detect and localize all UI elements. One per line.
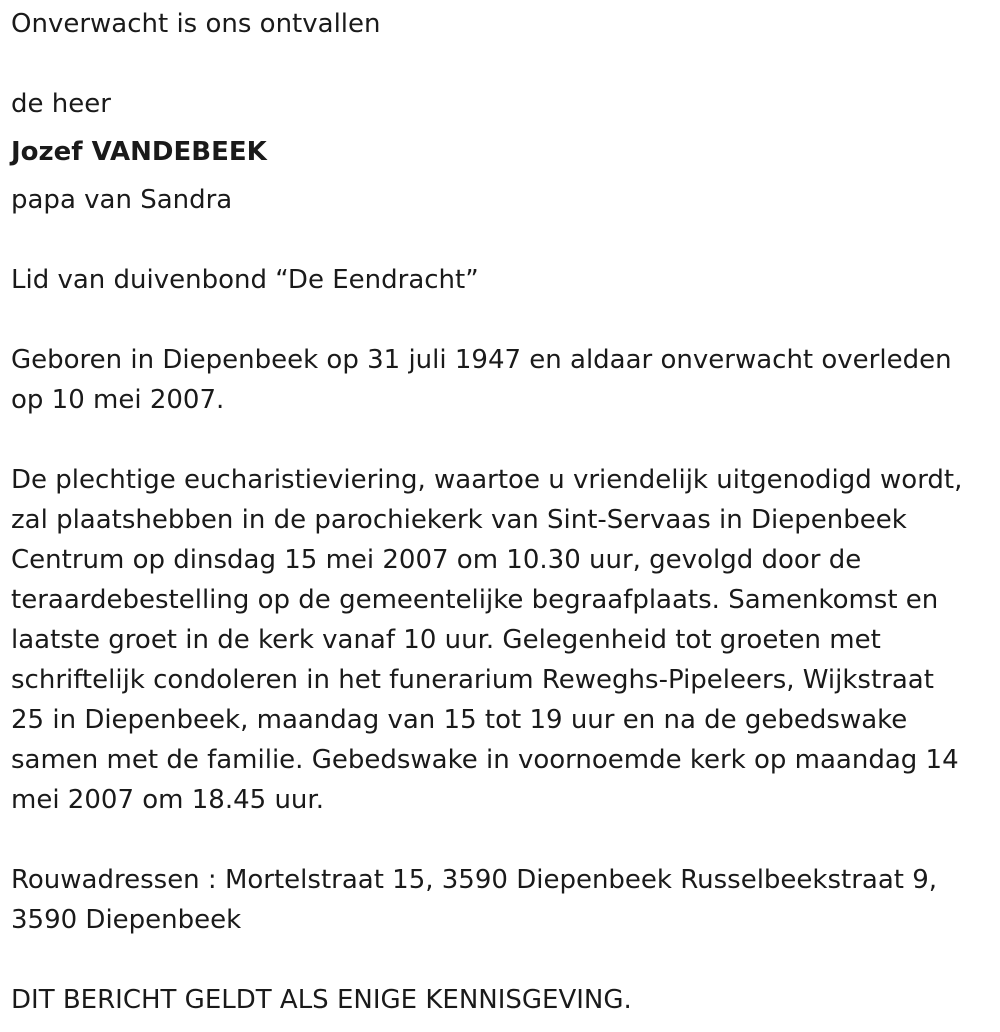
ceremony-line: schriftelijk condoleren in het funerarium Reweghs-Pipeleers, Wijkstraat: [11, 665, 934, 695]
ceremony-line: Centrum op dinsdag 15 mei 2007 om 10.30 uur, gevolgd door de: [11, 545, 862, 575]
birth-line: Geboren in Diepenbeek op 31 juli 1947 en aldaar onverwacht overleden: [11, 345, 952, 375]
ceremony-line: teraardebestelling op de gemeentelijke begraafplaats. Samenkomst en: [11, 585, 939, 615]
relation-text: papa van Sandra: [11, 185, 233, 215]
birth-paragraph: [11, 340, 991, 420]
ceremony-line: samen met de familie. Gebedswake in voornoemde kerk op maandag 14: [11, 745, 959, 775]
ceremony-line: zal plaatshebben in de parochiekerk van Sint-Servaas in Diepenbeek: [11, 505, 907, 535]
ceremony-line: mei 2007 om 18.45 uur.: [11, 785, 324, 815]
address-line: 3590 Diepenbeek: [11, 905, 242, 935]
membership-text: Lid van duivenbond “De Eendracht”: [11, 265, 479, 295]
ceremony-line: De plechtige eucharistieviering, waartoe u vriendelijk uitgenodigd wordt,: [11, 465, 963, 495]
intro-text: Onverwacht is ons ontvallen: [11, 9, 381, 39]
title-prefix: de heer: [11, 89, 111, 119]
birth-line: op 10 mei 2007.: [11, 385, 225, 415]
closing-text: DIT BERICHT GELDT ALS ENIGE KENNISGEVING.: [11, 985, 632, 1015]
deceased-name: Jozef VANDEBEEK: [11, 137, 267, 167]
address-line: Rouwadressen : Mortelstraat 15, 3590 Diepenbeek Russelbeekstraat 9,: [11, 865, 938, 895]
ceremony-paragraph: [11, 460, 991, 820]
ceremony-line: laatste groet in de kerk vanaf 10 uur. Gelegenheid tot groeten met: [11, 625, 881, 655]
ceremony-line: 25 in Diepenbeek, maandag van 15 tot 19 uur en na de gebedswake: [11, 705, 908, 735]
address-paragraph: [11, 860, 991, 940]
